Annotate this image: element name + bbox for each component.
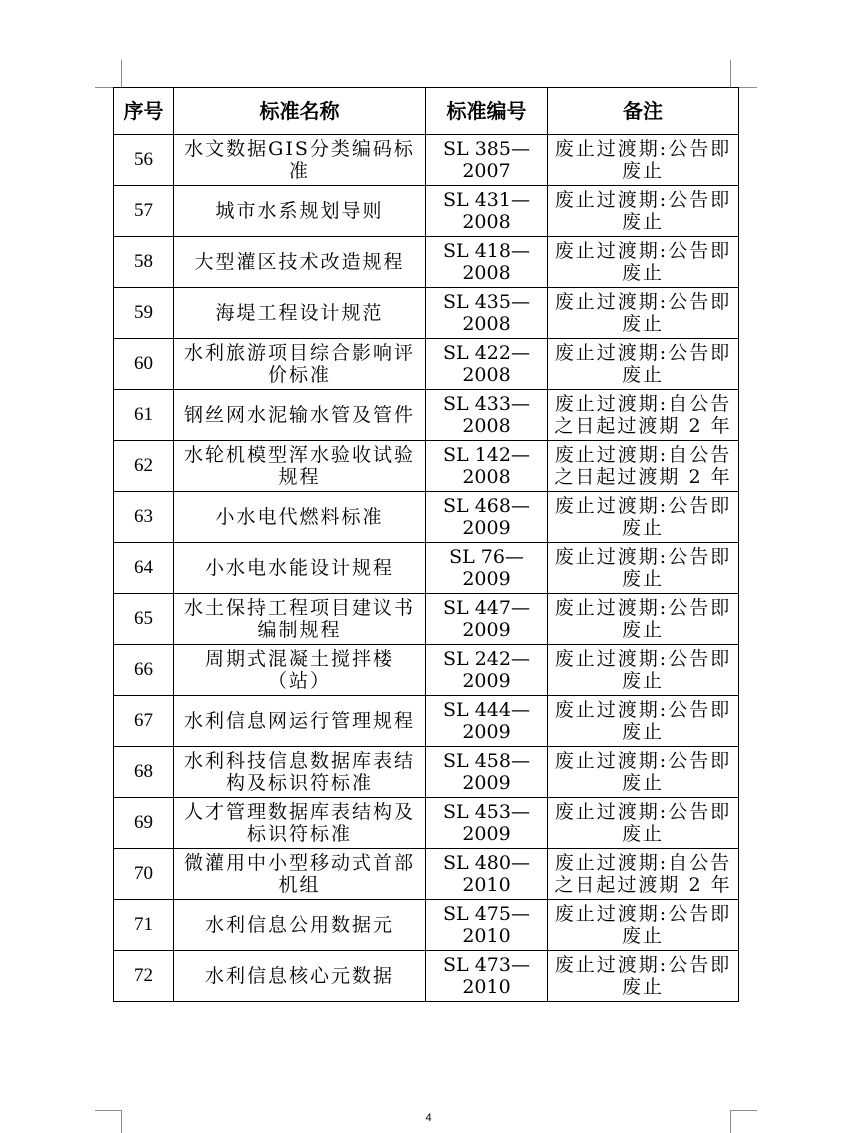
cell-code-prefix: SL 468— [443, 495, 530, 517]
cell-no: 66 [114, 645, 174, 696]
cell-no: 59 [114, 288, 174, 339]
cell-code-prefix: SL 444— [443, 699, 530, 721]
cell-code [426, 645, 548, 696]
cell-no: 58 [114, 237, 174, 288]
table-row [114, 951, 739, 1002]
cell-note: 废止过渡期:自公告之日起过渡期 2 年 [548, 849, 739, 900]
cell-code-year: 2008 [462, 364, 511, 386]
cell-code [426, 288, 548, 339]
cell-no: 69 [114, 798, 174, 849]
cell-note: 废止过渡期:公告即废止 [548, 798, 739, 849]
cell-no: 56 [114, 135, 174, 186]
header-note: 备注 [548, 88, 739, 135]
cell-code-prefix: SL 418— [443, 240, 530, 262]
table-row [114, 696, 739, 747]
cell-name: 水利旅游项目综合影响评价标准 [174, 339, 426, 390]
cell-code-prefix: SL 480— [443, 852, 530, 874]
cell-code [426, 237, 548, 288]
corner-mark [731, 1110, 757, 1111]
table-row [114, 594, 739, 645]
cell-code-year: 2008 [462, 415, 511, 437]
cell-code-prefix: SL 433— [443, 393, 530, 415]
cell-no: 61 [114, 390, 174, 441]
cell-no: 68 [114, 747, 174, 798]
cell-no: 72 [114, 951, 174, 1002]
cell-note: 废止过渡期:公告即废止 [548, 339, 739, 390]
cell-code-year: 2008 [462, 211, 511, 233]
cell-name: 小水电代燃料标准 [174, 492, 426, 543]
cell-no: 62 [114, 441, 174, 492]
page-number: 4 [425, 1112, 432, 1124]
cell-note: 废止过渡期:公告即废止 [548, 237, 739, 288]
cell-code-prefix: SL 447— [443, 597, 530, 619]
table-row [114, 237, 739, 288]
cell-no: 63 [114, 492, 174, 543]
cell-code-year: 2008 [462, 262, 511, 284]
cell-code [426, 900, 548, 951]
cell-code-prefix: SL 458— [443, 750, 530, 772]
cell-name: 水利科技信息数据库表结构及标识符标准 [174, 747, 426, 798]
cell-name: 人才管理数据库表结构及标识符标准 [174, 798, 426, 849]
cell-code [426, 594, 548, 645]
cell-note: 废止过渡期:公告即废止 [548, 645, 739, 696]
table-row [114, 645, 739, 696]
cell-code-prefix: SL 142— [443, 444, 530, 466]
table-row [114, 492, 739, 543]
cell-name: 水土保持工程项目建议书编制规程 [174, 594, 426, 645]
cell-code-prefix: SL 422— [443, 342, 530, 364]
cell-note: 废止过渡期:公告即废止 [548, 900, 739, 951]
cell-code [426, 186, 548, 237]
cell-name: 钢丝网水泥输水管及管件 [174, 390, 426, 441]
cell-code-year: 2010 [462, 925, 511, 947]
cell-name: 水利信息核心元数据 [174, 951, 426, 1002]
cell-code-year: 2008 [462, 466, 511, 488]
cell-code [426, 849, 548, 900]
corner-mark [121, 60, 122, 87]
cell-code [426, 135, 548, 186]
table-row [114, 798, 739, 849]
cell-note: 废止过渡期:自公告之日起过渡期 2 年 [548, 441, 739, 492]
cell-code [426, 492, 548, 543]
table-header-row [114, 88, 739, 135]
cell-code [426, 543, 548, 594]
cell-note: 废止过渡期:自公告之日起过渡期 2 年 [548, 390, 739, 441]
table-row [114, 339, 739, 390]
cell-no: 67 [114, 696, 174, 747]
cell-note: 废止过渡期:公告即废止 [548, 186, 739, 237]
cell-no: 64 [114, 543, 174, 594]
cell-note: 废止过渡期:公告即废止 [548, 951, 739, 1002]
table-row [114, 135, 739, 186]
cell-name: 小水电水能设计规程 [174, 543, 426, 594]
cell-code-year: 2009 [462, 670, 511, 692]
cell-name: 水利信息公用数据元 [174, 900, 426, 951]
cell-note: 废止过渡期:公告即废止 [548, 492, 739, 543]
cell-code-year: 2009 [462, 619, 511, 641]
corner-mark [95, 1110, 121, 1111]
table-row [114, 747, 739, 798]
cell-code-year: 2010 [462, 874, 511, 896]
cell-code-year: 2010 [462, 976, 511, 998]
cell-note: 废止过渡期:公告即废止 [548, 594, 739, 645]
table-row [114, 441, 739, 492]
cell-note: 废止过渡期:公告即废止 [548, 288, 739, 339]
table-row [114, 390, 739, 441]
header-no: 序号 [114, 88, 174, 135]
cell-name: 城市水系规划导则 [174, 186, 426, 237]
header-name: 标准名称 [174, 88, 426, 135]
table-row [114, 900, 739, 951]
cell-note: 废止过渡期:公告即废止 [548, 543, 739, 594]
cell-name: 水轮机模型浑水验收试验规程 [174, 441, 426, 492]
cell-name: 大型灌区技术改造规程 [174, 237, 426, 288]
cell-code [426, 339, 548, 390]
cell-name: 水利信息网运行管理规程 [174, 696, 426, 747]
cell-no: 60 [114, 339, 174, 390]
cell-code-prefix: SL 76— [449, 546, 524, 568]
table-row [114, 849, 739, 900]
table-row [114, 543, 739, 594]
cell-note: 废止过渡期:公告即废止 [548, 696, 739, 747]
cell-name: 水文数据GIS分类编码标准 [174, 135, 426, 186]
cell-code-prefix: SL 435— [443, 291, 530, 313]
cell-code [426, 390, 548, 441]
cell-code-prefix: SL 473— [443, 954, 530, 976]
cell-code-prefix: SL 242— [443, 648, 530, 670]
cell-code-year: 2009 [462, 721, 511, 743]
cell-code-prefix: SL 385— [443, 138, 530, 160]
cell-code-prefix: SL 475— [443, 903, 530, 925]
table-row [114, 288, 739, 339]
cell-no: 71 [114, 900, 174, 951]
cell-no: 65 [114, 594, 174, 645]
cell-code-year: 2007 [462, 160, 511, 182]
header-code: 标准编号 [426, 88, 548, 135]
standards-table [113, 87, 739, 1002]
cell-code-year: 2009 [462, 772, 511, 794]
cell-code-year: 2009 [462, 568, 511, 590]
corner-mark [730, 60, 731, 87]
cell-code-year: 2008 [462, 313, 511, 335]
cell-name: 周期式混凝土搅拌楼（站） [174, 645, 426, 696]
table-row [114, 186, 739, 237]
cell-code [426, 951, 548, 1002]
cell-code-year: 2009 [462, 823, 511, 845]
cell-code-prefix: SL 431— [443, 189, 530, 211]
cell-code [426, 798, 548, 849]
cell-code [426, 747, 548, 798]
cell-code [426, 441, 548, 492]
cell-no: 57 [114, 186, 174, 237]
cell-code-prefix: SL 453— [443, 801, 530, 823]
cell-note: 废止过渡期:公告即废止 [548, 135, 739, 186]
cell-note: 废止过渡期:公告即废止 [548, 747, 739, 798]
cell-name: 微灌用中小型移动式首部机组 [174, 849, 426, 900]
cell-code [426, 696, 548, 747]
cell-no: 70 [114, 849, 174, 900]
cell-name: 海堤工程设计规范 [174, 288, 426, 339]
cell-code-year: 2009 [462, 517, 511, 539]
